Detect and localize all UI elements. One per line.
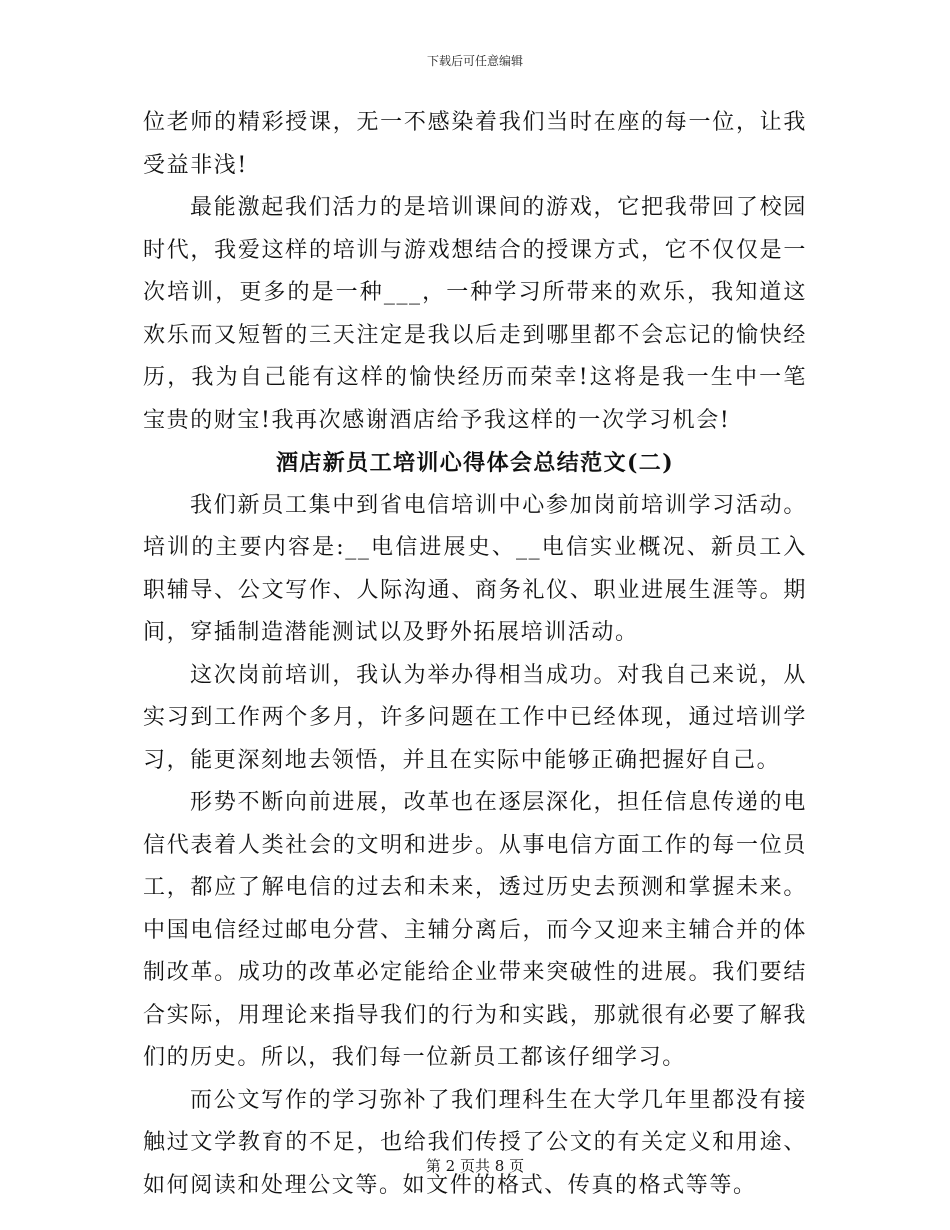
section-title: 酒店新员工培训心得体会总结范文(二) [275, 450, 675, 476]
paragraph-games: 最能激起我们活力的是培训课间的游戏，它把我带回了校园时代，我爱这样的培训与游戏想结合的授课方式，它不仅仅是一次培训，更多的是一种___，一种学习所带来的欢乐，我知道这欢乐而又短暂的三天注定是我以后走到哪里都不会忘记的愉快经历，我为自己能有这样的愉快经历而荣幸!这将是我一生中一笔宝贵的财宝!我再次感谢酒店给予我这样的一次学习机会! [143, 195, 807, 433]
paragraph-official-writing: 而公文写作的学习弥补了我们理科生在大学几年里都没有接触过文学教育的不足，也给我们传授了公文的有关定义和用途、如何阅读和处理公文等。如文件的格式、传真的格式等等。 [143, 1087, 807, 1198]
paragraph-training-content: 我们新员工集中到省电信培训中心参加岗前培训学习活动。培训的主要内容是:__电信进展史、__电信实业概况、新员工入职辅导、公文写作、人际沟通、商务礼仪、职业进展生涯等。期间，穿插制造潜能测试以及野外拓展培训活动。 [143, 492, 807, 645]
document-body [143, 102, 807, 1207]
page-header: 下载后可任意编辑 [426, 54, 523, 68]
paragraph-reform: 形势不断向前进展，改革也在逐层深化，担任信息传递的电信代表着人类社会的文明和进步。从事电信方面工作的每一位员工，都应了解电信的过去和未来，透过历史去预测和掌握未来。中国电信经过邮电分营、主辅分离后，而今又迎来主辅合并的体制改革。成功的改革必定能给企业带来突破性的进展。我们要结合实际，用理论来指导我们的行为和实践，那就很有必要了解我们的历史。所以，我们每一位新员工都该仔细学习。 [143, 790, 807, 1070]
paragraph-continued: 位老师的精彩授课，无一不感染着我们当时在座的每一位，让我受益非浅! [143, 110, 807, 178]
paragraph-training-success: 这次岗前培训，我认为举办得相当成功。对我自己来说，从实习到工作两个多月，许多问题在工作中已经体现，通过培训学习，能更深刻地去领悟，并且在实际中能够正确把握好自己。 [143, 662, 807, 773]
page-footer: 第 2 页共 8 页 [425, 1157, 525, 1175]
